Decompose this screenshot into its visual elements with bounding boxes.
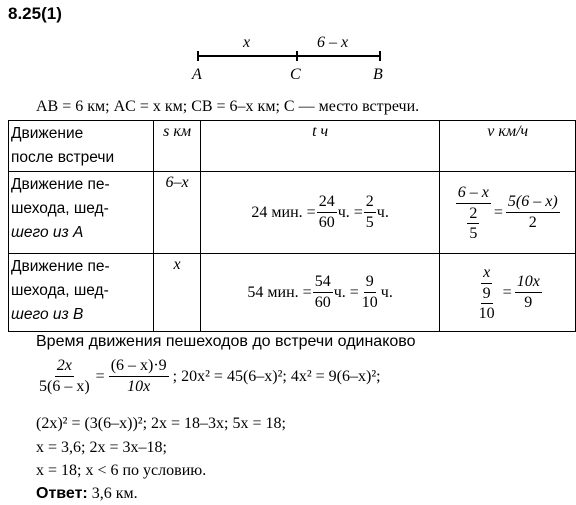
row1-t: 24 мин. = $\frac{24}{60}$ ч. = $\frac{2}{5}$ ч. (200, 172, 440, 254)
row1-t-frac2: $\frac{2}{5}$ (365, 193, 374, 231)
table-row (9, 172, 576, 254)
row2-t-frac1: $\frac{54}{60}$ (314, 273, 331, 311)
point-label-b: B (373, 66, 383, 83)
row1-v-complex-frac: $\frac{6 - x}{\frac{2}{5}}$ (457, 183, 489, 242)
row1-v-result-frac: $\frac{5(6 - x)}{2}$ (507, 193, 558, 231)
row2-v-complex-frac: $\frac{x}{\frac{9}{10}}$ (478, 263, 495, 322)
given-cb: CB = 6–x км; (191, 98, 280, 115)
answer-line (36, 485, 138, 503)
header-motion: Движение после встречи (9, 121, 154, 172)
given-c-desc: C — место встречи. (283, 98, 420, 115)
row2-s: x (154, 254, 200, 332)
row2-t-frac2: $\frac{9}{10}$ (361, 273, 378, 311)
row2-t: 54 мин. = $\frac{54}{60}$ ч. = $\frac{9}{10}$ ч. (200, 254, 440, 332)
given-ab: AB = 6 км; (36, 98, 110, 115)
solution-table (8, 120, 576, 332)
row1-t-frac1: $\frac{24}{60}$ (318, 193, 335, 231)
header-s: s км (154, 121, 200, 172)
table-row (9, 254, 576, 332)
answer-label: Ответ: (36, 485, 88, 502)
problem-number: 8.25(1) (8, 4, 62, 23)
row2-label: Движение пе- шехода, шед- шего из B (9, 254, 154, 332)
segment-label-x: x (243, 34, 251, 51)
header-v: v км/ч (440, 121, 576, 172)
solution-intro: Время движения пешеходов до встречи одинаково (36, 333, 416, 350)
equation-frac-left: $\frac{2x}{5(6 - x)}$ (39, 357, 90, 395)
solution-equation-line: $\frac{2x}{5(6 - x)}$ = $\frac{(6 - x)\cdot 9}{10x}$ ; 20x² = 45(6–x)²; 4x² = 9(6–x)²; (39, 357, 381, 395)
answer-value: 3,6 км. (91, 485, 138, 502)
point-label-a: A (192, 66, 202, 83)
row1-s: 6–x (154, 172, 200, 254)
given-line (36, 98, 419, 116)
row1-v: $\frac{6 - x}{\frac{2}{5}}$ = $\frac{5(6 - x)}{2}$ (440, 172, 576, 254)
solution-line-2: (2x)² = (3(6–x))²; 2x = 18–3x; 5x = 18; (36, 415, 286, 432)
table-header-row (9, 121, 576, 172)
header-t: t ч (200, 121, 440, 172)
point-label-c: C (290, 66, 301, 83)
solution-line-4: x = 18; x < 6 по условию. (36, 462, 207, 479)
segment-label-6-minus-x: 6 – x (317, 34, 349, 51)
given-ac: AC = x км; (113, 98, 188, 115)
equation-frac-right: $\frac{(6 - x)\cdot 9}{10x}$ (110, 357, 167, 395)
row1-label: Движение пе- шехода, шед- шего из A (9, 172, 154, 254)
row2-v: $\frac{x}{\frac{9}{10}}$ = $\frac{10x}{9}$ (440, 254, 576, 332)
row2-v-result-frac: $\frac{10x}{9}$ (516, 273, 540, 311)
solution-line-3: x = 3,6; 2x = 3x–18; (36, 439, 167, 456)
